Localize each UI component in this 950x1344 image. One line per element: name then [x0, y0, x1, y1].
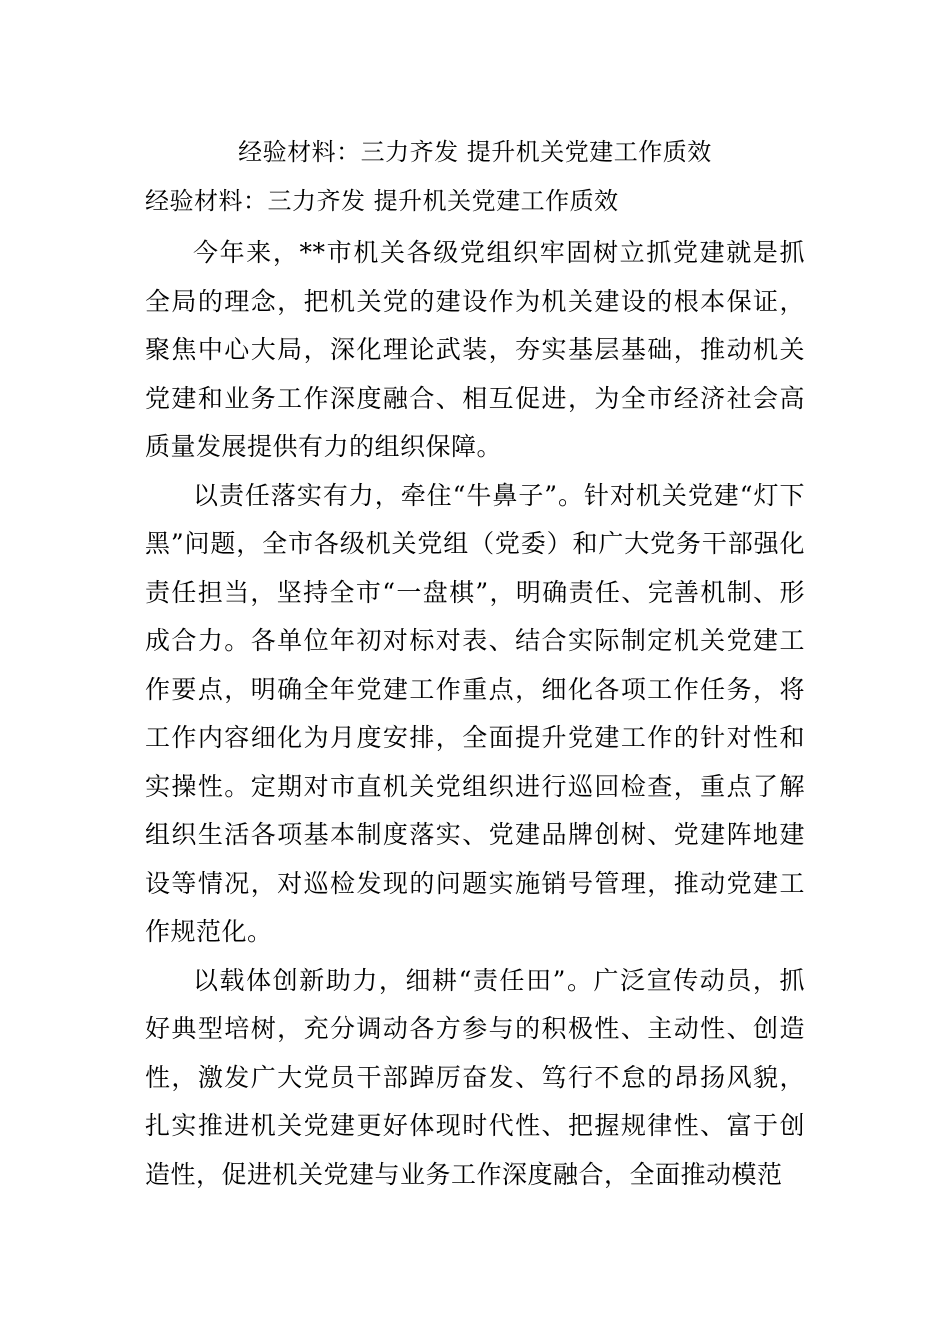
document-title: 经验材料：三力齐发 提升机关党建工作质效: [238, 138, 712, 166]
paragraph-responsibility: 以责任落实有力，牵住“牛鼻子”。针对机关党建“灯下黑”问题，全市各级机关党组（党委）和广大党务干部强化责任担当，坚持全市“一盘棋”，明确责任、完善机制、形成合力。各单位年初对标对表、结合实际制定机关党建工作要点，明确全年党建工作重点，细化各项工作任务，将工作内容细化为月度安排，全面提升党建工作的针对性和实操性。定期对市直机关党组织进行巡回检查，重点了解组织生活各项基本制度落实、党建品牌创树、党建阵地建设等情况，对巡检发现的问题实施销号管理，推动党建工作规范化。: [145, 480, 805, 946]
paragraph-intro: 今年来，**市机关各级党组织牢固树立抓党建就是抓全局的理念，把机关党的建设作为机关建设的根本保证，聚焦中心大局，深化理论武装，夯实基层基础，推动机关党建和业务工作深度融合、相互促进，为全市经济社会高质量发展提供有力的组织保障。: [145, 238, 805, 461]
paragraph-innovation: 以载体创新助力，细耕“责任田”。广泛宣传动员，抓好典型培树，充分调动各方参与的积极性、主动性、创造性，激发广大党员干部踔厉奋发、笃行不怠的昂扬风貌，扎实推进机关党建更好体现时代性、把握规律性、富于创造性，促进机关党建与业务工作深度融合，全面推动模范: [145, 965, 805, 1189]
document-subtitle: 经验材料：三力齐发 提升机关党建工作质效: [145, 187, 619, 215]
document-body: [145, 229, 805, 1199]
